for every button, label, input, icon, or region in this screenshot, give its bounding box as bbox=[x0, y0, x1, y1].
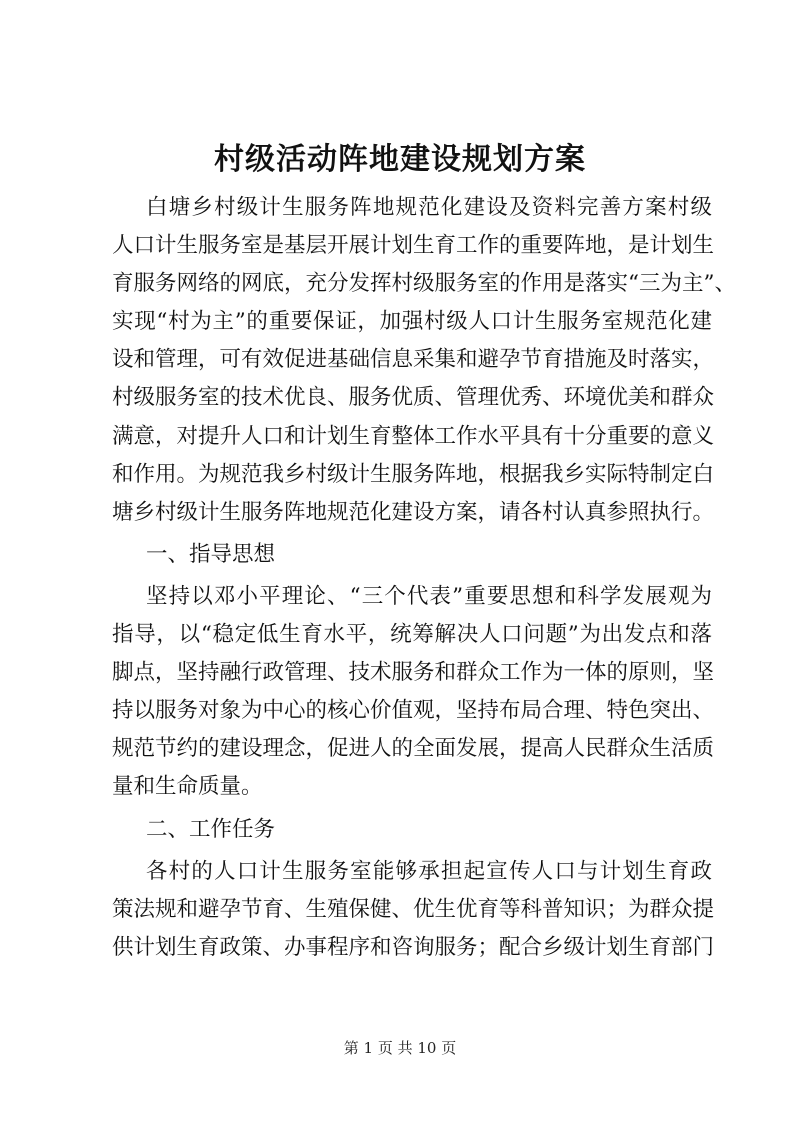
paragraph-line: 指导，以“稳定低生育水平，统筹解决人口问题”为出发点和落 bbox=[112, 622, 712, 648]
paragraph-line: 量和生命质量。 bbox=[112, 774, 263, 800]
page-number: 第 1 页 共 10 页 bbox=[343, 1039, 457, 1057]
section-heading: 一、指导思想 bbox=[146, 541, 276, 567]
paragraph-line: 各村的人口计生服务室能够承担起宣传人口与计划生育政 bbox=[146, 858, 712, 884]
paragraph-line: 白塘乡村级计生服务阵地规范化建设及资料完善方案村级 bbox=[146, 195, 712, 220]
paragraph-line: 策法规和避孕节育、生殖保健、优生优育等科普知识；为群众提 bbox=[112, 896, 715, 922]
paragraph-line: 人口计生服务室是基层开展计划生育工作的重要阵地，是计划生 bbox=[112, 233, 715, 259]
paragraph-line: 规范节约的建设理念，促进人的全面发展，提高人民群众生活质 bbox=[112, 736, 715, 762]
paragraph-line: 塘乡村级计生服务阵地规范化建设方案，请各村认真参照执行。 bbox=[112, 499, 715, 525]
paragraph-line: 持以服务对象为中心的核心价值观，坚持布局合理、特色突出、 bbox=[112, 698, 715, 724]
paragraph-line: 育服务网络的网底，充分发挥村级服务室的作用是落实“三为主”、 bbox=[112, 271, 736, 297]
paragraph-line: 满意，对提升人口和计划生育整体工作水平具有十分重要的意义 bbox=[112, 423, 715, 449]
paragraph-line: 供计划生育政策、办事程序和咨询服务；配合乡级计划生育部门 bbox=[112, 934, 715, 960]
section-heading: 二、工作任务 bbox=[146, 816, 276, 842]
paragraph-line: 坚持以邓小平理论、“三个代表”重要思想和科学发展观为 bbox=[146, 583, 712, 609]
paragraph-line: 村级服务室的技术优良、服务优质、管理优秀、环境优美和群众 bbox=[112, 385, 715, 411]
document-title: 村级活动阵地建设规划方案 bbox=[214, 142, 586, 177]
paragraph-line: 脚点，坚持融行政管理、技术服务和群众工作为一体的原则，坚 bbox=[112, 660, 715, 686]
paragraph-line: 实现“村为主”的重要保证，加强村级人口计生服务室规范化建 bbox=[112, 309, 712, 335]
paragraph-line: 和作用。为规范我乡村级计生服务阵地，根据我乡实际特制定白 bbox=[112, 461, 715, 487]
paragraph-line: 设和管理，可有效促进基础信息采集和避孕节育措施及时落实， bbox=[112, 347, 715, 373]
document-body bbox=[112, 189, 736, 967]
